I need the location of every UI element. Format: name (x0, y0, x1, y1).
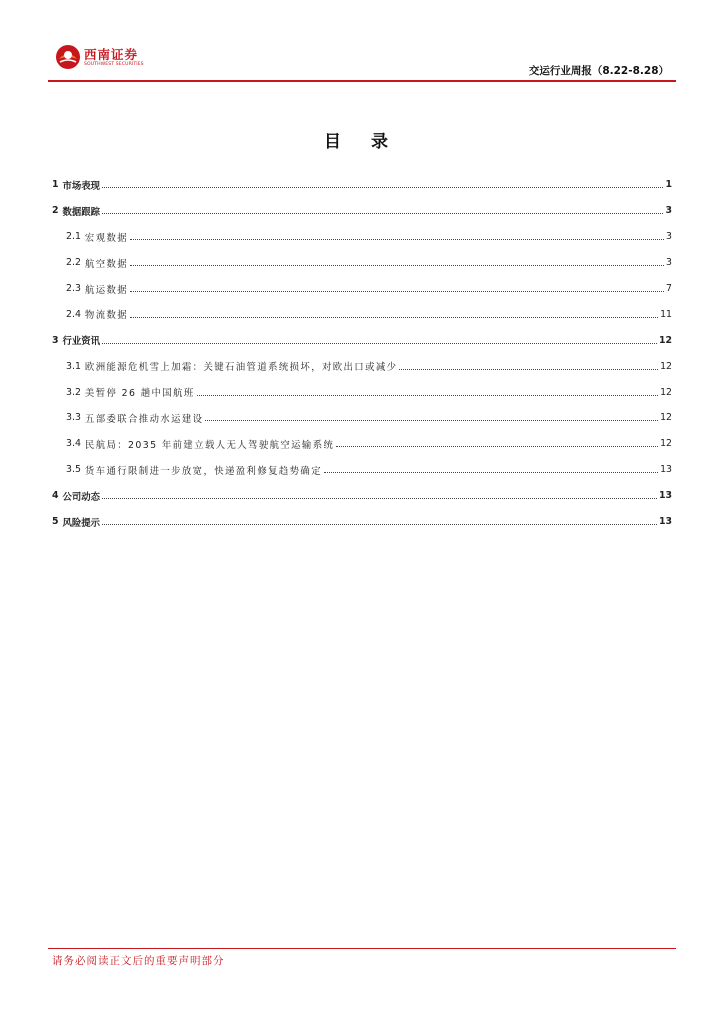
header-divider (48, 80, 676, 82)
toc-entry-number: 3.1 (66, 360, 81, 372)
toc-entry-page: 13 (658, 490, 672, 502)
toc-dot-leader (399, 369, 658, 370)
toc-entry-number: 3 (52, 334, 59, 346)
toc-dot-leader (130, 239, 664, 240)
toc-entry-number: 4 (52, 490, 59, 502)
toc-entry-page: 1 (665, 179, 672, 191)
toc-entry-number: 2.1 (66, 231, 81, 243)
southwest-securities-logo-icon (55, 44, 81, 70)
toc-dot-leader (102, 187, 663, 188)
toc-entry-title: 公司动态 (62, 491, 101, 503)
report-title: 交运行业周报（8.22-8.28） (528, 65, 669, 77)
toc-entry-page: 13 (660, 464, 672, 476)
toc-dot-leader (205, 420, 658, 421)
toc-entry-title: 宏观数据 (84, 232, 129, 244)
toc-entry-title: 欧洲能源危机雪上加霜：关键石油管道系统损坏，对欧出口或减少 (84, 362, 398, 374)
toc-dot-leader (197, 395, 658, 396)
toc-entry[interactable] (52, 431, 672, 457)
toc-entry[interactable] (52, 250, 672, 276)
toc-dot-leader (102, 343, 657, 344)
toc-heading: 目 录 (324, 132, 400, 152)
logo-english-name: SOUTHWEST SECURITIES (84, 62, 144, 67)
toc-entry[interactable] (52, 172, 672, 198)
toc-entry-page: 3 (666, 231, 672, 243)
toc-entry-title: 风险提示 (62, 517, 101, 529)
toc-entry-page: 11 (660, 308, 672, 320)
toc-dot-leader (130, 291, 664, 292)
toc-entry[interactable] (52, 224, 672, 250)
toc-entry-number: 3.5 (66, 464, 81, 476)
toc-dot-leader (102, 213, 663, 214)
toc-entry[interactable] (52, 405, 672, 431)
toc-dot-leader (336, 446, 658, 447)
page-header (0, 0, 724, 82)
toc-dot-leader (130, 265, 664, 266)
toc-entry-title: 数据跟踪 (62, 206, 101, 218)
toc-dot-leader (130, 317, 658, 318)
toc-entry[interactable] (52, 198, 672, 224)
toc-entry-number: 2.2 (66, 257, 81, 269)
toc-entry-title: 航空数据 (84, 258, 129, 270)
toc-entry-title: 航运数据 (84, 284, 129, 296)
toc-entry-title: 市场表现 (62, 180, 101, 192)
toc-entry[interactable] (52, 379, 672, 405)
toc-entry-page: 12 (658, 334, 672, 346)
toc-entry[interactable] (52, 509, 672, 535)
toc-dot-leader (102, 498, 657, 499)
toc-entry-title: 五部委联合推动水运建设 (84, 413, 204, 425)
toc-entry[interactable] (52, 327, 672, 353)
toc-dot-leader (324, 472, 658, 473)
company-logo (55, 44, 175, 74)
toc-entry-page: 3 (665, 205, 672, 217)
toc-entry[interactable] (52, 457, 672, 483)
toc-entry-page: 12 (660, 412, 672, 424)
toc-entry[interactable] (52, 301, 672, 327)
toc-entry-page: 12 (660, 360, 672, 372)
toc-entry-number: 2.4 (66, 308, 81, 320)
toc-entry-title: 货车通行限制进一步放宽，快递盈利修复趋势确定 (84, 465, 322, 477)
toc-entry-title: 物流数据 (84, 310, 129, 322)
toc-entry-number: 1 (52, 179, 59, 191)
toc-entry-page: 13 (658, 516, 672, 528)
toc-dot-leader (102, 524, 657, 525)
toc-entry[interactable] (52, 483, 672, 509)
toc-entry-number: 3.4 (66, 438, 81, 450)
toc-entry-title: 美暂停 26 趟中国航班 (84, 388, 195, 400)
toc-entry-page: 3 (666, 257, 672, 269)
toc-entry[interactable] (52, 353, 672, 379)
toc-entry-page: 12 (660, 386, 672, 398)
toc-entry-page: 12 (660, 438, 672, 450)
footer-disclaimer: 请务必阅读正文后的重要声明部分 (52, 955, 225, 967)
toc-entry[interactable] (52, 276, 672, 302)
toc-entry-title: 行业资讯 (62, 336, 101, 348)
toc-entry-number: 3.2 (66, 386, 81, 398)
toc-entry-number: 2 (52, 205, 59, 217)
toc-entry-title: 民航局：2035 年前建立载人无人驾驶航空运输系统 (84, 439, 335, 451)
logo-chinese-name: 西南证券 (84, 47, 139, 62)
toc-entry-number: 3.3 (66, 412, 81, 424)
footer-divider (48, 948, 676, 949)
toc-entry-number: 2.3 (66, 283, 81, 294)
toc-entry-page: 7 (666, 283, 672, 294)
toc-entry-number: 5 (52, 516, 59, 528)
table-of-contents (52, 172, 672, 534)
